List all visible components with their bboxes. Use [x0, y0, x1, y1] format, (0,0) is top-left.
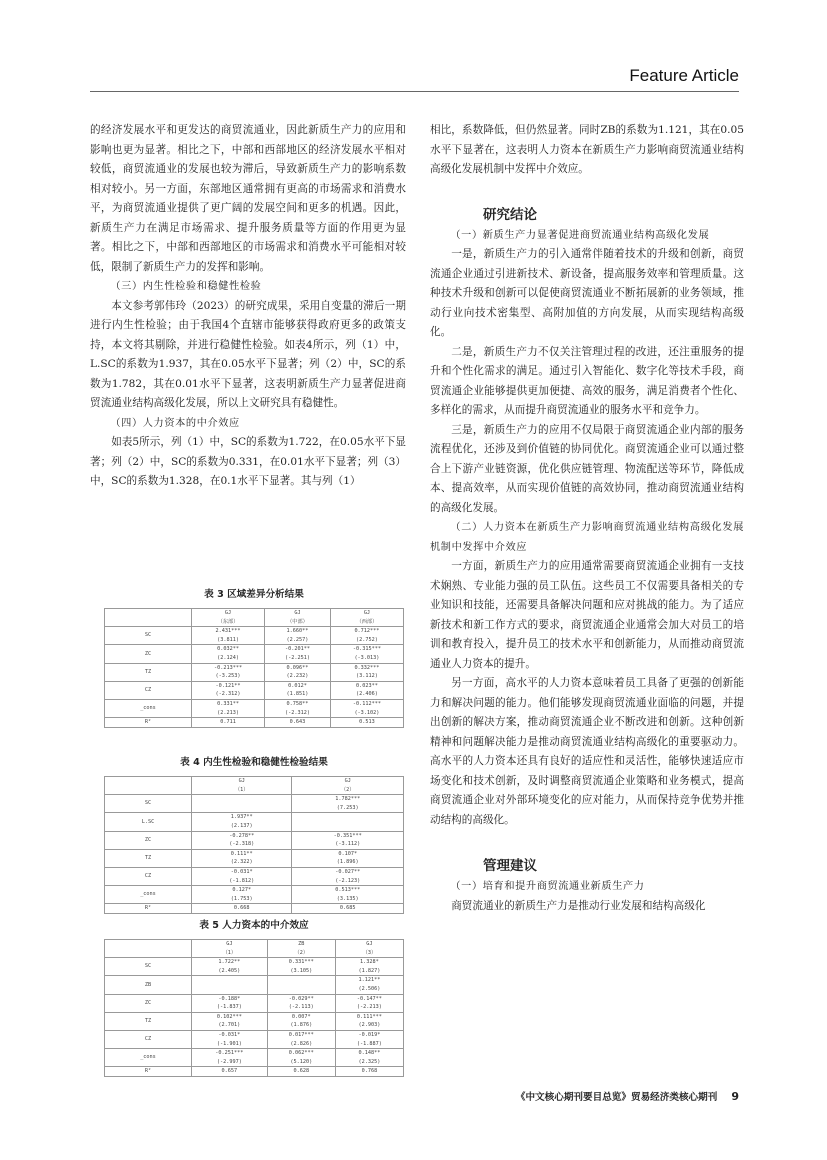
section-heading-recommendations: 管理建议 [483, 858, 537, 874]
table-4-caption: 表 4 内生性检验和稳健性检验结果 [180, 757, 328, 768]
table-cell: 0.012* (1.851) [265, 681, 331, 699]
table-cell: -0.029** (-2.113) [267, 994, 335, 1012]
table-cell: 1.937** (2.137) [192, 813, 292, 831]
table-cell [192, 976, 268, 994]
table-cell: 0.712*** (2.752) [330, 627, 403, 645]
table-cell: 2.431*** (3.811) [192, 627, 265, 645]
table-row-label: SC [105, 627, 192, 645]
table-header-row [105, 609, 404, 627]
table-row-label: TZ [105, 849, 192, 867]
table-header-cell: GJ （1） [192, 940, 268, 958]
table-cell [192, 795, 292, 813]
table-5-caption: 表 5 人力资本的中介效应 [199, 920, 309, 931]
subheading-3: （三）内生性检验和稳健性检验 [110, 281, 262, 292]
table-row [105, 627, 404, 645]
table-header-cell [105, 940, 192, 958]
table-3-caption: 表 3 区域差异分析结果 [204, 589, 304, 600]
left-column [90, 121, 406, 492]
table-row-label: CZ [105, 1030, 192, 1048]
table-row-label: _cons [105, 699, 192, 717]
table-cell: 0.628 [267, 1067, 335, 1077]
table-3-grid [104, 608, 404, 728]
table-cell: -0.019* (-1.887) [335, 1030, 403, 1048]
left-paragraph-3: 如表5所示，列（1）中，SC的系数为1.722，在0.05水平下显著；列（2）中，SC的系数为0.331，在0.01水平下显著；列（3）中，SC的系数为1.328，在0.1水平下显著。其与列（1） [90, 436, 406, 487]
table-row-label: CZ [105, 681, 192, 699]
table-row-label: ZC [105, 994, 192, 1012]
table-row-label: CZ [105, 867, 192, 885]
table-row [105, 1049, 404, 1067]
left-paragraph-2: 本文参考郭伟玲（2023）的研究成果，采用自变量的滞后一期进行内生性检验；由于我国4个直辖市能够获得政府更多的政策支持，本文将其剔除，并进行稳健性检验。如表4所示，列（1）中，L.SC的系数为1.937，其在0.05水平下显著；列（2）中，SC的系数为1.782，其在0.01水平下显著，这表明新质生产力显著促进商贸流通业结构高级化发展，所以上文研究具有稳健性。 [90, 299, 406, 409]
right-column [430, 121, 744, 916]
table-3 [104, 588, 404, 728]
table-row-label: R² [105, 1067, 192, 1077]
right-paragraph-1: 相比，系数降低，但仍然显著。同时ZB的系数为1.121，其在0.05水平下显著在，这表明人力资本在新质生产力影响商贸流通业结构高级化发展机制中发挥中介效应。 [430, 124, 744, 175]
table-row [105, 1030, 404, 1048]
table-cell: 0.007* (1.876) [267, 1012, 335, 1030]
table-row [105, 904, 404, 914]
table-row-label: R² [105, 718, 192, 728]
table-cell: -0.278** (-2.318) [192, 831, 292, 849]
table-row-label: TZ [105, 1012, 192, 1030]
table-cell: 0.127* (1.753) [192, 886, 292, 904]
table-header-cell: GJ （2） [292, 777, 404, 795]
table-4-grid [104, 776, 404, 914]
table-cell: 1.722** (2.405) [192, 958, 268, 976]
table-cell: 0.332*** (3.112) [330, 663, 403, 681]
table-cell: 0.107* (1.896) [292, 849, 404, 867]
table-cell: 0.062*** (5.120) [267, 1049, 335, 1067]
table-row-label: ZC [105, 831, 192, 849]
table-cell: 0.111*** (2.903) [335, 1012, 403, 1030]
right-paragraph-6: 另一方面，高水平的人力资本意味着员工具备了更强的创新能力和解决问题的能力。他们能够发现商贸流通业面临的问题，并提出创新的解决方案，推动商贸流通企业不断改进和创新。这种创新精神和问题解决能力是推动商贸流通业结构高级化的重要驱动力。高水平的人力资本还具有良好的适应性和灵活性，能够快速适应市场变化和技术创新，及时调整商贸流通企业策略和业务模式，提高商贸流通企业对外部环境变化的应对能力，从而保持竞争优势并推动结构的高级化。 [430, 677, 744, 826]
table-row [105, 976, 404, 994]
header-rule [90, 91, 739, 92]
table-cell: 0.331*** (3.105) [267, 958, 335, 976]
table-header-row [105, 940, 404, 958]
table-cell: 0.668 [192, 904, 292, 914]
table-header-cell: GJ （东部） [192, 609, 265, 627]
table-row [105, 681, 404, 699]
right-paragraph-4: 三是，新质生产力的应用不仅局限于商贸流通企业内部的服务流程优化，还涉及到价值链的协同优化。商贸流通企业可以通过整合上下游产业链资源，优化供应链管理、物流配送等环节，降低成本、提高效率，从而实现价值链的高效协同，推动商贸流通业结构的高级化发展。 [430, 423, 744, 514]
table-cell: 0.768 [335, 1067, 403, 1077]
right-paragraph-2: 一是，新质生产力的引入通常伴随着技术的升级和创新，商贸流通企业通过引进新技术、新设备，提高服务效率和管理质量。这种技术升级和创新可以促使商贸流通业不断拓展新的业务领域，推动行业向技术密集型、高附加值的方向发展，从而实现结构高级化。 [430, 248, 744, 338]
table-cell: -0.351*** (-3.112) [292, 831, 404, 849]
table-cell: 1.660** (2.257) [265, 627, 331, 645]
table-cell [267, 976, 335, 994]
table-row-label: SC [105, 958, 192, 976]
table-cell: -0.147** (-2.213) [335, 994, 403, 1012]
table-cell: 1.121** (2.506) [335, 976, 403, 994]
table-cell: 0.331** (2.213) [192, 699, 265, 717]
right-paragraph-7: 商贸流通业的新质生产力是推动行业发展和结构高级化 [451, 899, 706, 912]
table-cell: 0.096** (2.232) [265, 663, 331, 681]
table-cell: 0.017*** (2.826) [267, 1030, 335, 1048]
subheading-conclusion-1: （一）新质生产力显著促进商贸流通业结构高级化发展 [450, 229, 710, 241]
table-row-label: _cons [105, 1049, 192, 1067]
table-cell: -0.315*** (-3.013) [330, 645, 403, 663]
table-cell: 0.643 [265, 718, 331, 728]
table-cell: 0.513 [330, 718, 403, 728]
table-cell: 0.685 [292, 904, 404, 914]
right-paragraph-5: 一方面，新质生产力的应用通常需要商贸流通企业拥有一支技术娴熟、专业能力强的员工队伍。这些员工不仅需要具备相关的专业知识和技能，还需要具备解决问题和应对挑战的能力。为了适应新技术和新工作方式的要求，商贸流通企业通常会加大对员工的培训和教育投入，提升员工的技术水平和创新能力，从而推动商贸流通业人力资本的提升。 [430, 560, 744, 670]
table-cell: -0.251*** (-2.997) [192, 1049, 268, 1067]
table-header-cell: ZB （2） [267, 940, 335, 958]
footer-journal-name: 《中文核心期刊要目总览》贸易经济类核心期刊 [515, 1092, 718, 1103]
table-row [105, 795, 404, 813]
table-cell: -0.121** (-2.312) [192, 681, 265, 699]
table-row-label: L.SC [105, 813, 192, 831]
table-cell: 0.148** (2.325) [335, 1049, 403, 1067]
table-cell [292, 813, 404, 831]
subheading-4: （四）人力资本的中介效应 [110, 417, 240, 429]
table-header-cell: GJ （中部） [265, 609, 331, 627]
subheading-recommendation-1: （一）培育和提升商贸流通业新质生产力 [450, 881, 645, 892]
section-heading-conclusions: 研究结论 [483, 206, 537, 223]
table-row [105, 849, 404, 867]
table-row [105, 831, 404, 849]
table-cell: -0.027** (-2.123) [292, 867, 404, 885]
table-cell: 0.513*** (3.135) [292, 886, 404, 904]
table-row [105, 958, 404, 976]
running-header-title: Feature Article [629, 66, 739, 85]
table-header-cell: GJ （西部） [330, 609, 403, 627]
table-header-cell: GJ （1） [192, 777, 292, 795]
table-cell: -0.112*** (-3.102) [330, 699, 403, 717]
table-5-grid [104, 939, 404, 1077]
right-paragraph-3: 二是，新质生产力不仅关注管理过程的改进，还注重服务的提升和个性化需求的满足。通过引入智能化、数字化等技术手段，商贸流通企业能够提供更加便捷、高效的服务，满足消费者个性化、多样化的需求，从而提升商贸流通业的服务水平和竞争力。 [430, 345, 744, 416]
table-cell: 1.782*** (7.253) [292, 795, 404, 813]
table-cell: -0.201** (-2.251) [265, 645, 331, 663]
table-row [105, 886, 404, 904]
table-row-label: R² [105, 904, 192, 914]
table-row [105, 994, 404, 1012]
table-row [105, 663, 404, 681]
table-row-label: ZC [105, 645, 192, 663]
table-row [105, 813, 404, 831]
table-cell: 1.328* (1.827) [335, 958, 403, 976]
table-row [105, 867, 404, 885]
table-5 [104, 919, 404, 1077]
table-row-label: _cons [105, 886, 192, 904]
table-cell: -0.188* (-1.837) [192, 994, 268, 1012]
table-row [105, 699, 404, 717]
table-cell: -0.213*** (-3.253) [192, 663, 265, 681]
page-number: 9 [731, 1090, 739, 1103]
table-cell: 0.032** (2.124) [192, 645, 265, 663]
table-header-cell: GJ （3） [335, 940, 403, 958]
table-cell: -0.031* (-1.901) [192, 1030, 268, 1048]
table-header-cell [105, 777, 192, 795]
table-cell: 0.111** (2.322) [192, 849, 292, 867]
table-row-label: SC [105, 795, 192, 813]
table-4 [104, 756, 404, 914]
table-cell: -0.031* (-1.812) [192, 867, 292, 885]
table-row [105, 1067, 404, 1077]
table-row-label: TZ [105, 663, 192, 681]
table-row [105, 1012, 404, 1030]
left-paragraph-1: 的经济发展水平和更发达的商贸流通业，因此新质生产力的应用和影响也更为显著。相比之下，中部和西部地区的经济发展水平相对较低，商贸流通业的发展也较为滞后，导致新质生产力的影响系数相对较小。另一方面，东部地区通常拥有更高的市场需求和消费水平，为商贸流通业提供了更广阔的发展空间和更多的机遇。因此，新质生产力在满足市场需求、提升服务质量等方面的作用更为显著。相比之下，中部和西部地区的市场需求和消费水平可能相对较低，限制了新质生产力的发挥和影响。 [90, 124, 406, 273]
table-cell: 0.102*** (2.701) [192, 1012, 268, 1030]
table-row [105, 645, 404, 663]
table-header-row [105, 777, 404, 795]
table-row [105, 718, 404, 728]
table-cell: 0.758** (-2.312) [265, 699, 331, 717]
page-footer [516, 1089, 739, 1103]
table-cell: 0.657 [192, 1067, 268, 1077]
table-cell: 0.711 [192, 718, 265, 728]
table-row-label: ZB [105, 976, 192, 994]
subheading-conclusion-2: （二）人力资本在新质生产力影响商贸流通业结构高级化发展机制中发挥中介效应 [430, 522, 744, 553]
table-cell: 0.023** (2.406) [330, 681, 403, 699]
table-header-cell [105, 609, 192, 627]
